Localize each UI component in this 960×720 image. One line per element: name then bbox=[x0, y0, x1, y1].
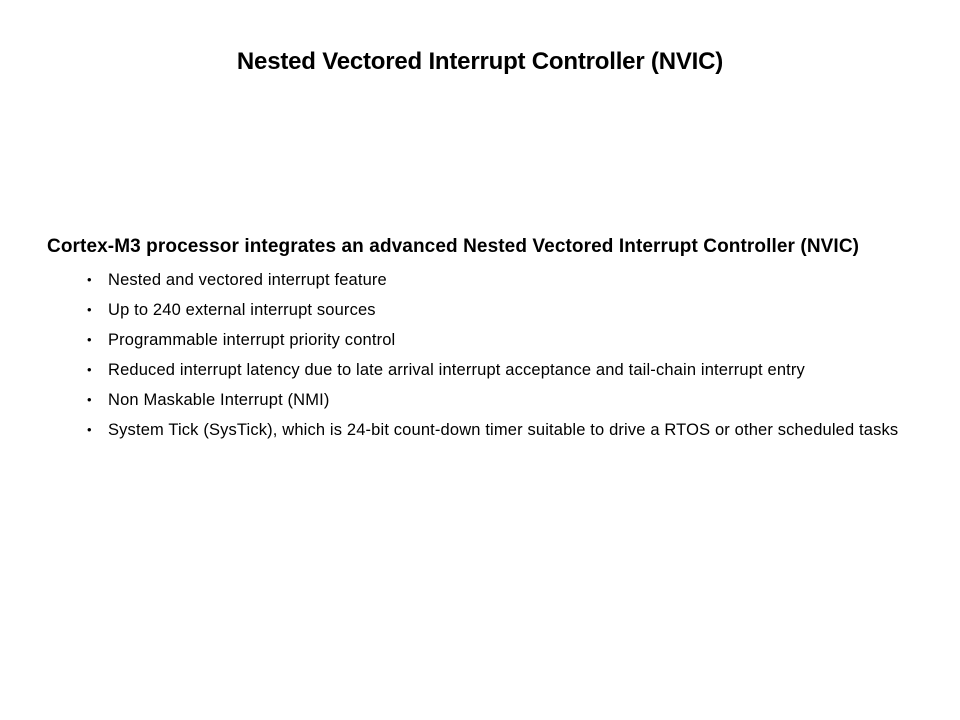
bullet-list bbox=[47, 268, 907, 442]
bullet-item bbox=[87, 358, 907, 382]
bullet-text: Non Maskable Interrupt (NMI) bbox=[108, 391, 330, 409]
lead-paragraph: Cortex-M3 processor integrates an advanced Nested Vectored Interrupt Controller (NVIC) bbox=[47, 236, 860, 257]
bullet-dot-icon: • bbox=[87, 422, 92, 437]
bullet-text: System Tick (SysTick), which is 24-bit count-down timer suitable to drive a RTOS or other scheduled tasks bbox=[108, 421, 899, 439]
bullet-text: Reduced interrupt latency due to late arrival interrupt acceptance and tail-chain interrupt entry bbox=[108, 361, 805, 379]
slide-title: Nested Vectored Interrupt Controller (NVIC) bbox=[236, 48, 724, 75]
slide-content bbox=[47, 233, 907, 448]
bullet-dot-icon: • bbox=[87, 302, 92, 317]
bullet-text: Nested and vectored interrupt feature bbox=[108, 271, 387, 289]
bullet-dot-icon: • bbox=[87, 332, 92, 347]
bullet-item bbox=[87, 388, 907, 412]
bullet-item bbox=[87, 298, 907, 322]
bullet-dot-icon: • bbox=[87, 362, 92, 377]
bullet-item bbox=[87, 418, 907, 442]
bullet-dot-icon: • bbox=[87, 392, 92, 407]
bullet-dot-icon: • bbox=[87, 272, 92, 287]
bullet-text: Programmable interrupt priority control bbox=[108, 331, 396, 349]
bullet-text: Up to 240 external interrupt sources bbox=[108, 301, 376, 319]
bullet-item bbox=[87, 268, 907, 292]
bullet-item bbox=[87, 328, 907, 352]
